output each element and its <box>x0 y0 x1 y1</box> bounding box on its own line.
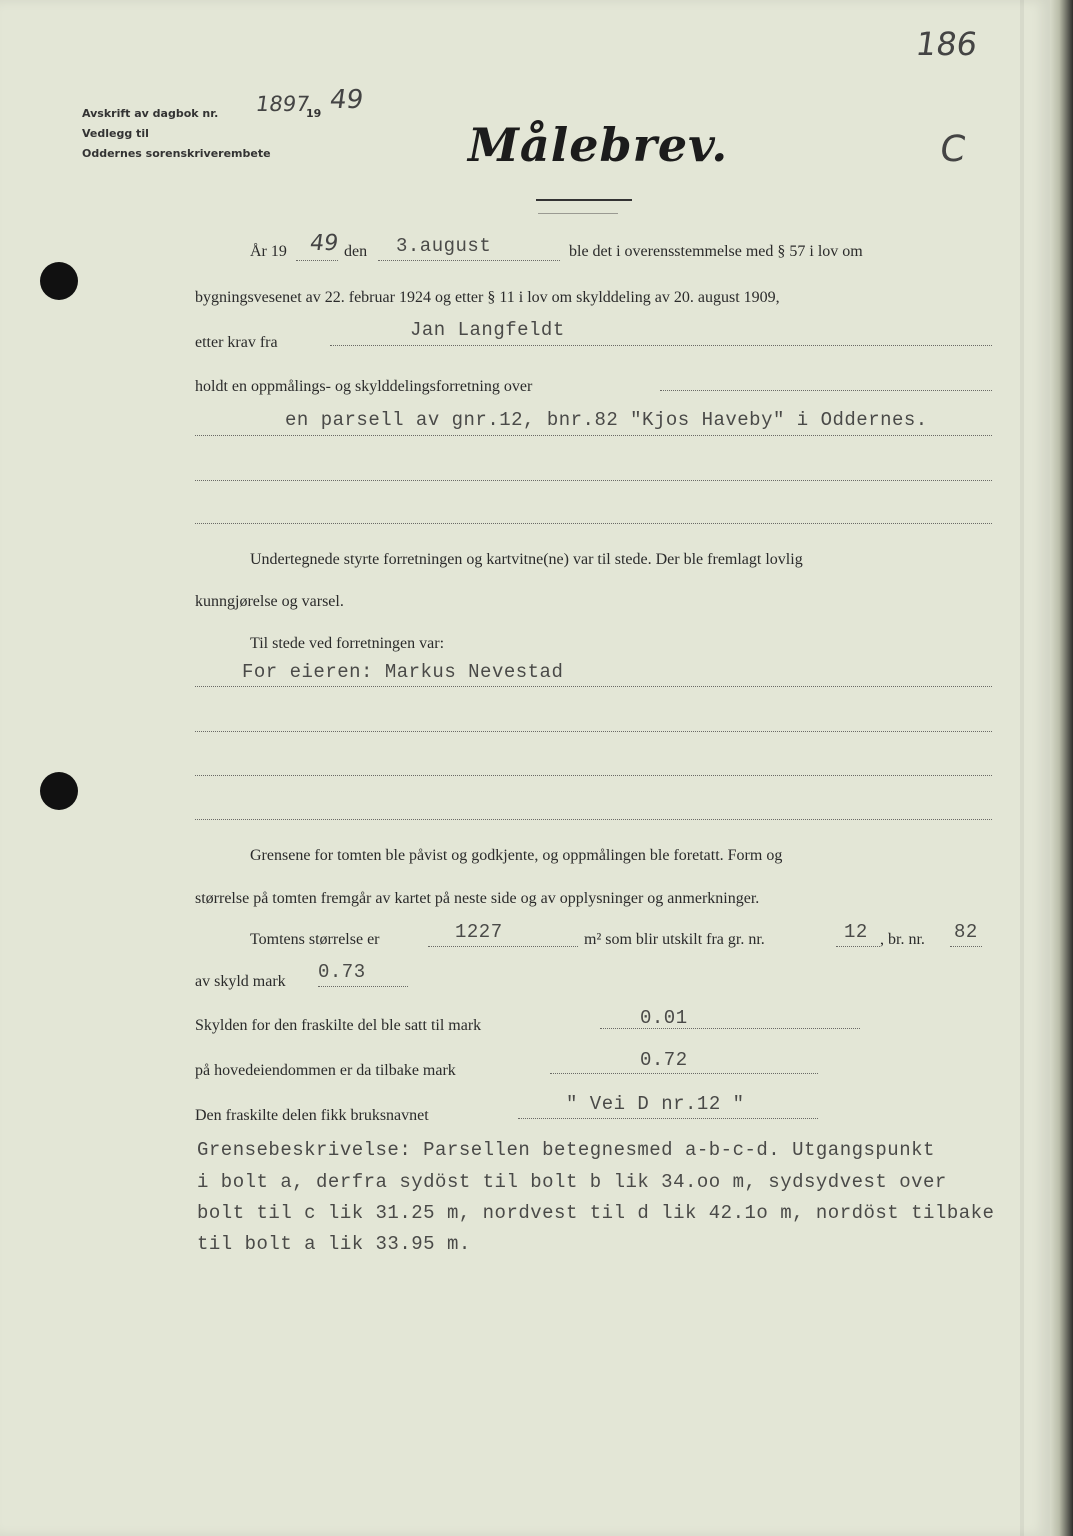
parsell-text: en parsell av gnr.12, bnr.82 "Kjos Haveby" i Oddernes. <box>285 409 928 431</box>
p2-line2: kunngjørelse og varsel. <box>195 593 344 610</box>
brnr-label: , br. nr. <box>880 931 925 948</box>
page-fold <box>1020 0 1024 1536</box>
parsell-dotline <box>195 435 992 436</box>
blank-dotline-3 <box>195 731 992 732</box>
m2-label: m² som blir utskilt fra gr. nr. <box>584 931 765 948</box>
document-title: Målebrev. <box>468 118 729 172</box>
grense-line-1: Grensebeskrivelse: Parsellen betegnesmed a-b-c-d. Utgangspunkt <box>197 1139 935 1161</box>
stamp-year: 49 <box>327 85 366 115</box>
storrelse-dotline <box>428 946 578 947</box>
eier-text: For eieren: Markus Nevestad <box>242 661 564 683</box>
p1-line2: bygningsvesenet av 22. februar 1924 og etter § 11 i lov om skylddeling av 20. august 1909, <box>195 289 780 306</box>
krav-label: etter krav fra <box>195 334 278 351</box>
den-label: den <box>344 243 368 260</box>
hoved-value: 0.72 <box>640 1049 688 1071</box>
skyld-label: av skyld mark <box>195 973 286 990</box>
page-edge <box>1050 0 1073 1536</box>
bruksnavn-label: Den fraskilte delen fikk bruksnavnet <box>195 1107 429 1124</box>
blank-dotline-2 <box>195 523 992 524</box>
grnr-dotline <box>836 946 880 947</box>
krav-value: Jan Langfeldt <box>410 319 565 341</box>
punch-hole-top <box>40 262 78 300</box>
krav-dotline <box>330 345 992 346</box>
blank-dotline-1 <box>195 480 992 481</box>
bruksnavn-value: " Vei D nr.12 " <box>566 1093 745 1115</box>
stamp-line1: Avskrift av dagbok nr. <box>82 107 219 120</box>
brnr-dotline <box>950 946 982 947</box>
storrelse-label: Tomtens størrelse er <box>250 931 380 948</box>
hoved-dotline <box>550 1073 818 1074</box>
p1-line1-rest: ble det i overensstemmelse med § 57 i lov om <box>569 243 863 260</box>
p2-line1: Undertegnede styrte forretningen og kartvitne(ne) var til stede. Der ble fremlagt lovlig <box>250 551 803 568</box>
side-mark: C <box>937 129 969 170</box>
tilstede-text: Til stede ved forretningen var: <box>250 635 445 652</box>
hoved-label: på hovedeiendommen er da tilbake mark <box>195 1062 456 1079</box>
grense-line-4: til bolt a lik 33.95 m. <box>197 1233 471 1255</box>
grnr-value: 12 <box>844 921 868 943</box>
grense-line-2: i bolt a, derfra sydöst til bolt b lik 34.oo m, sydsydvest over <box>197 1171 947 1193</box>
punch-hole-bottom <box>40 772 78 810</box>
brnr-value: 82 <box>954 921 978 943</box>
p3-line2: størrelse på tomten fremgår av kartet på neste side og av opplysninger og anmerkninger. <box>195 890 760 907</box>
grense-line-3: bolt til c lik 31.25 m, nordvest til d lik 42.1o m, nordöst tilbake <box>197 1202 995 1224</box>
bruksnavn-dotline <box>518 1118 818 1119</box>
blank-dotline-4 <box>195 775 992 776</box>
den-dotline <box>378 260 560 261</box>
fraskilt-label: Skylden for den fraskilte del ble satt til mark <box>195 1017 482 1034</box>
blank-dotline-5 <box>195 819 992 820</box>
den-value: 3.august <box>396 235 492 257</box>
ar-value: 49 <box>308 231 340 256</box>
storrelse-value: 1227 <box>455 921 503 943</box>
title-separator <box>536 199 632 201</box>
stamp-line3: Oddernes sorenskriverembete <box>82 147 271 160</box>
page-number: 186 <box>913 25 980 63</box>
holdt-text: holdt en oppmålings- og skylddelingsforretning over <box>195 378 533 395</box>
skyld-dotline <box>318 986 408 987</box>
stamp-dagbok-nr: 1897 <box>254 92 312 116</box>
stamp-year-prefix: 19 <box>306 107 322 120</box>
holdt-dotline <box>660 390 992 391</box>
title-separator-thin <box>538 213 618 214</box>
fraskilt-value: 0.01 <box>640 1007 688 1029</box>
eier-dotline <box>195 686 992 687</box>
skyld-value: 0.73 <box>318 961 366 983</box>
fraskilt-dotline <box>600 1028 860 1029</box>
ar-dotline <box>296 260 338 261</box>
ar-label: År 19 <box>250 243 287 260</box>
stamp-line2: Vedlegg til <box>82 127 149 140</box>
p3-line1: Grensene for tomten ble påvist og godkjente, og oppmålingen ble foretatt. Form og <box>250 847 783 864</box>
